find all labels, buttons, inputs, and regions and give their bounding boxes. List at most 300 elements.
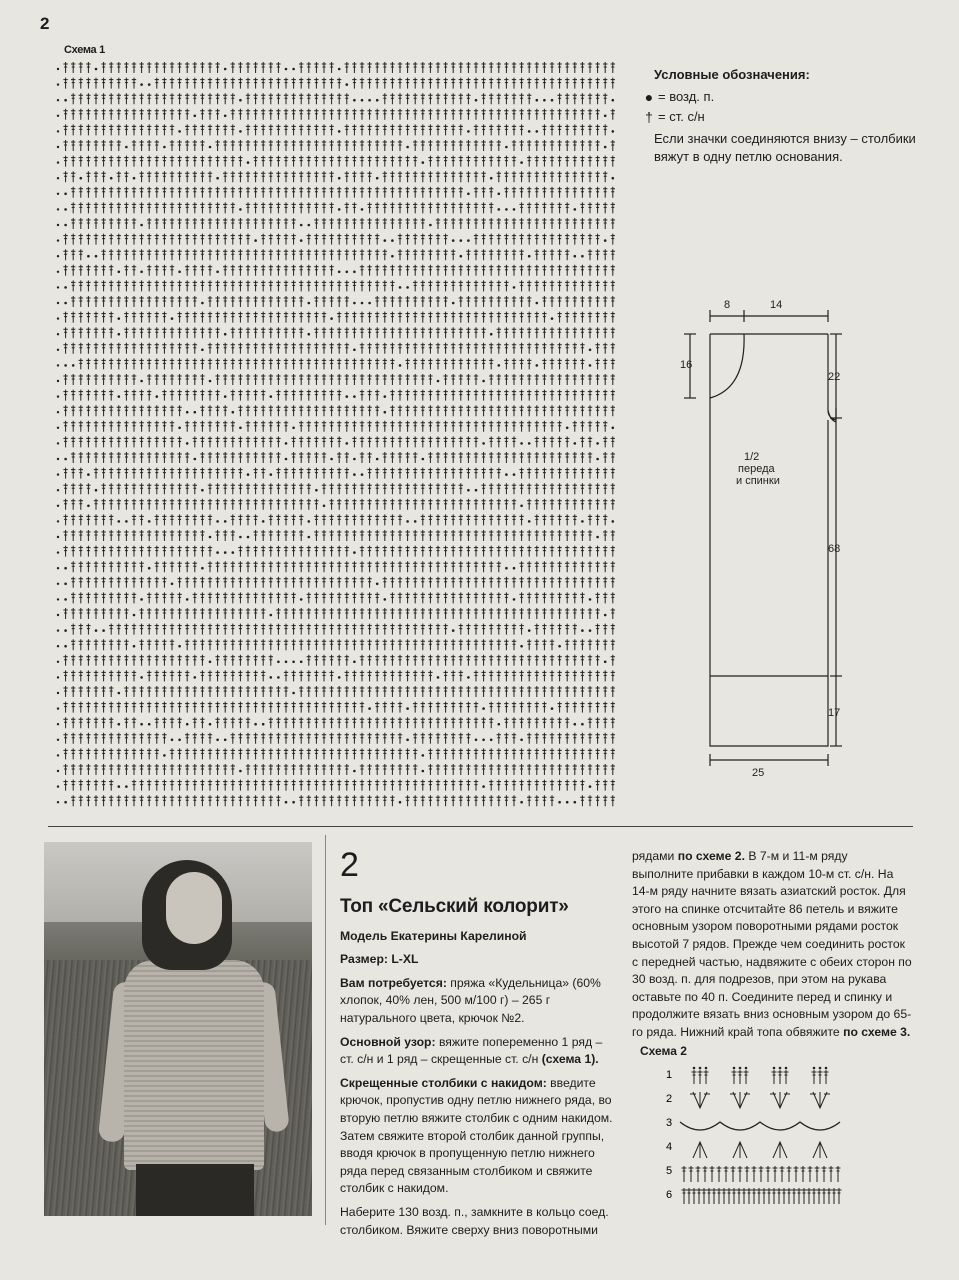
double-crochet-mark — [550, 62, 554, 73]
double-crochet-mark — [573, 62, 577, 73]
double-crochet-mark — [337, 577, 341, 588]
double-crochet-mark — [542, 358, 546, 369]
double-crochet-mark — [299, 530, 303, 541]
double-crochet-mark — [345, 499, 349, 510]
double-crochet-mark — [208, 483, 212, 494]
double-crochet-mark — [519, 483, 523, 494]
double-crochet-mark — [299, 764, 303, 775]
double-crochet-mark — [603, 374, 607, 385]
double-crochet-mark — [94, 171, 98, 182]
double-crochet-mark — [124, 764, 128, 775]
chain-stitch-mark — [475, 489, 478, 492]
double-crochet-mark — [261, 483, 265, 494]
double-crochet-mark — [314, 171, 318, 182]
double-crochet-mark — [466, 639, 470, 650]
chain-stitch-mark — [133, 645, 136, 648]
double-crochet-mark — [299, 327, 303, 338]
chain-stitch-mark — [384, 239, 387, 242]
double-crochet-mark — [117, 296, 121, 307]
double-crochet-mark — [565, 405, 569, 416]
double-crochet-mark — [177, 592, 181, 603]
double-crochet-mark — [588, 546, 592, 557]
double-crochet-mark — [519, 764, 523, 775]
double-crochet-mark — [588, 483, 592, 494]
double-crochet-mark — [428, 124, 432, 135]
double-crochet-mark — [504, 530, 508, 541]
double-crochet-mark — [497, 702, 501, 713]
double-crochet-mark — [177, 358, 181, 369]
double-crochet-mark — [436, 124, 440, 135]
double-crochet-mark — [550, 733, 554, 744]
chain-stitch-mark — [452, 239, 455, 242]
double-crochet-mark — [428, 249, 432, 260]
chain-stitch-mark — [422, 770, 425, 773]
article-number: 2 — [340, 846, 359, 884]
double-crochet-mark — [162, 109, 166, 120]
double-crochet-mark — [459, 343, 463, 354]
double-crochet-mark — [497, 608, 501, 619]
double-crochet-mark — [223, 343, 227, 354]
double-crochet-mark — [466, 624, 470, 635]
double-crochet-mark — [375, 265, 379, 276]
double-crochet-mark — [557, 171, 561, 182]
double-crochet-mark — [519, 171, 523, 182]
double-crochet-mark — [231, 140, 235, 151]
double-crochet-mark — [512, 249, 516, 260]
double-crochet-mark — [801, 1166, 806, 1182]
double-crochet-mark — [124, 686, 128, 697]
double-crochet-mark — [443, 780, 447, 791]
double-crochet-mark — [185, 390, 189, 401]
double-crochet-mark — [360, 452, 364, 463]
chain-stitch-mark — [64, 567, 67, 570]
double-crochet-mark — [132, 686, 136, 697]
double-crochet-mark — [421, 62, 425, 73]
double-crochet-mark — [185, 795, 189, 806]
chain-stitch-mark — [779, 1067, 782, 1070]
double-crochet-mark — [580, 140, 584, 151]
chain-stitch-mark — [520, 739, 523, 742]
double-crochet-mark — [307, 93, 311, 104]
double-crochet-mark — [360, 156, 364, 167]
double-crochet-mark — [193, 218, 197, 229]
double-crochet-mark — [147, 249, 151, 260]
pattern-outline — [710, 334, 836, 746]
double-crochet-mark — [238, 109, 242, 120]
double-crochet-mark — [383, 577, 387, 588]
double-crochet-mark — [269, 234, 273, 245]
double-crochet-mark — [390, 733, 394, 744]
double-crochet-mark — [421, 296, 425, 307]
chain-stitch-mark — [353, 99, 356, 102]
double-crochet-mark — [466, 312, 470, 323]
double-crochet-mark — [124, 483, 128, 494]
double-crochet-mark — [208, 748, 212, 759]
double-crochet-mark — [155, 62, 159, 73]
double-crochet-mark — [527, 639, 531, 650]
double-crochet-mark — [132, 514, 136, 525]
double-crochet-mark — [269, 795, 273, 806]
double-crochet-mark — [557, 530, 561, 541]
double-crochet-mark — [86, 530, 90, 541]
double-crochet-mark — [147, 702, 151, 713]
double-crochet-mark — [682, 1166, 687, 1182]
crossed-stitch-text: введите крючок, пропустив одну петлю нижнего ряда, во вторую петлю вяжите столбик с одним накидом. Затем свяжите второй столбик данной группы, вводя крючок в пропущенную петлю нижнего ряда перед связанным столбиком и свяжите столбик с накидом. — [340, 1075, 613, 1196]
chain-stitch-mark — [338, 68, 341, 71]
double-crochet-mark — [603, 343, 607, 354]
double-crochet-mark — [822, 1166, 827, 1182]
double-crochet-mark — [329, 249, 333, 260]
chain-stitch-mark — [536, 364, 539, 367]
double-crochet-mark — [738, 1166, 743, 1182]
chain-stitch-mark — [270, 473, 273, 476]
double-crochet-mark — [261, 655, 265, 666]
double-crochet-mark — [436, 748, 440, 759]
double-crochet-mark — [223, 78, 227, 89]
double-crochet-mark — [291, 764, 295, 775]
double-crochet-mark — [71, 171, 75, 182]
double-crochet-mark — [557, 249, 561, 260]
double-crochet-mark — [155, 655, 159, 666]
double-crochet-mark — [86, 265, 90, 276]
double-crochet-mark — [170, 265, 174, 276]
double-crochet-mark — [542, 296, 546, 307]
double-crochet-mark — [177, 343, 181, 354]
double-crochet-mark — [611, 702, 615, 713]
double-crochet-mark — [246, 514, 250, 525]
double-crochet-mark — [573, 655, 577, 666]
double-crochet-mark — [752, 1188, 757, 1204]
double-crochet-mark — [466, 499, 470, 510]
double-crochet-mark — [489, 358, 493, 369]
double-crochet-mark — [238, 265, 242, 276]
double-crochet-mark — [573, 702, 577, 713]
double-crochet-mark — [345, 202, 349, 213]
double-crochet-mark — [291, 218, 295, 229]
double-crochet-mark — [208, 312, 212, 323]
double-crochet-mark — [193, 358, 197, 369]
chain-stitch-mark — [551, 99, 554, 102]
double-crochet-mark — [291, 483, 295, 494]
double-crochet-mark — [94, 218, 98, 229]
double-crochet-mark — [451, 109, 455, 120]
double-crochet-mark — [580, 390, 584, 401]
scheme1-row — [57, 686, 615, 697]
double-crochet-mark — [436, 795, 440, 806]
double-crochet-mark — [269, 374, 273, 385]
double-crochet-mark — [542, 202, 546, 213]
scheme2-row-number: 1 — [666, 1069, 673, 1081]
double-crochet-mark — [86, 514, 90, 525]
double-crochet-mark — [345, 795, 349, 806]
double-crochet-mark — [451, 280, 455, 291]
double-crochet-mark — [375, 499, 379, 510]
double-crochet-mark — [170, 390, 174, 401]
double-crochet-mark — [535, 655, 539, 666]
double-crochet-mark — [812, 1070, 817, 1084]
double-crochet-mark — [405, 109, 409, 120]
double-crochet-mark — [109, 280, 113, 291]
double-crochet-mark — [314, 795, 318, 806]
double-crochet-mark — [109, 296, 113, 307]
double-crochet-mark — [291, 156, 295, 167]
double-crochet-mark — [124, 93, 128, 104]
double-crochet-mark — [246, 764, 250, 775]
double-crochet-mark — [595, 499, 599, 510]
double-crochet-mark — [215, 702, 219, 713]
double-crochet-mark — [322, 639, 326, 650]
double-crochet-mark — [329, 436, 333, 447]
double-crochet-mark — [367, 468, 371, 479]
double-crochet-mark — [63, 421, 67, 432]
double-crochet-mark — [132, 249, 136, 260]
double-crochet-mark — [737, 1188, 742, 1204]
double-crochet-mark — [466, 280, 470, 291]
double-crochet-mark — [405, 748, 409, 759]
double-crochet-mark — [717, 1166, 722, 1182]
double-crochet-mark — [314, 62, 318, 73]
double-crochet-mark — [443, 187, 447, 198]
double-crochet-mark — [352, 624, 356, 635]
double-crochet-mark — [557, 218, 561, 229]
double-crochet-mark — [71, 62, 75, 73]
double-crochet-mark — [307, 171, 311, 182]
double-crochet-mark — [390, 624, 394, 635]
double-crochet-mark — [832, 1188, 837, 1204]
double-crochet-mark — [94, 405, 98, 416]
double-crochet-mark — [86, 592, 90, 603]
double-crochet-mark — [307, 187, 311, 198]
double-crochet-mark — [398, 140, 402, 151]
double-crochet-mark — [375, 468, 379, 479]
double-crochet-mark — [413, 405, 417, 416]
pattern-label-back: и спинки — [736, 475, 780, 487]
double-crochet-mark — [223, 483, 227, 494]
double-crochet-mark — [200, 670, 204, 681]
double-crochet-mark — [573, 312, 577, 323]
double-crochet-mark — [132, 93, 136, 104]
chain-stitch-mark — [194, 458, 197, 461]
double-crochet-mark — [413, 717, 417, 728]
double-crochet-mark — [246, 93, 250, 104]
double-crochet-mark — [337, 733, 341, 744]
double-crochet-mark — [314, 249, 318, 260]
double-crochet-mark — [390, 561, 394, 572]
double-crochet-mark — [527, 670, 531, 681]
double-crochet-mark — [443, 202, 447, 213]
double-crochet-mark — [550, 358, 554, 369]
double-crochet-mark — [147, 234, 151, 245]
double-crochet-mark — [557, 156, 561, 167]
chain-stitch-mark — [460, 255, 463, 258]
double-crochet-mark — [390, 109, 394, 120]
double-crochet-mark — [314, 748, 318, 759]
double-crochet-mark — [398, 733, 402, 744]
double-crochet-mark — [193, 312, 197, 323]
double-crochet-mark — [405, 780, 409, 791]
double-crochet-mark — [223, 202, 227, 213]
double-crochet-mark — [580, 468, 584, 479]
double-crochet-mark — [489, 468, 493, 479]
double-crochet-mark — [588, 249, 592, 260]
double-crochet-mark — [109, 124, 113, 135]
double-crochet-mark — [497, 436, 501, 447]
double-crochet-mark — [329, 670, 333, 681]
double-crochet-mark — [193, 748, 197, 759]
double-crochet-mark — [177, 218, 181, 229]
double-crochet-mark — [208, 702, 212, 713]
double-crochet-mark — [63, 343, 67, 354]
double-crochet-mark — [155, 374, 159, 385]
double-crochet-mark — [519, 670, 523, 681]
double-crochet-mark — [436, 78, 440, 89]
double-crochet-mark — [208, 202, 212, 213]
double-crochet-mark — [177, 234, 181, 245]
double-crochet-mark — [497, 655, 501, 666]
double-crochet-mark — [352, 171, 356, 182]
pattern-neck-curve — [710, 334, 744, 398]
double-crochet-mark — [550, 124, 554, 135]
double-crochet-mark — [155, 140, 159, 151]
double-crochet-mark — [238, 218, 242, 229]
chain-stitch-icon: ● — [644, 89, 654, 105]
double-crochet-mark — [101, 514, 105, 525]
double-crochet-mark — [337, 764, 341, 775]
double-crochet-mark — [231, 624, 235, 635]
double-crochet-mark — [345, 234, 349, 245]
double-crochet-mark — [489, 561, 493, 572]
double-crochet-mark — [519, 109, 523, 120]
double-crochet-mark — [375, 748, 379, 759]
double-crochet-mark — [109, 140, 113, 151]
double-crochet-mark — [603, 390, 607, 401]
double-crochet-mark — [71, 686, 75, 697]
double-crochet-mark — [405, 483, 409, 494]
double-crochet-mark — [512, 312, 516, 323]
double-crochet-mark — [109, 436, 113, 447]
double-crochet-mark — [504, 624, 508, 635]
double-crochet-mark — [170, 202, 174, 213]
chain-stitch-mark — [239, 427, 242, 430]
double-crochet-mark — [436, 405, 440, 416]
double-crochet-mark — [481, 686, 485, 697]
double-crochet-mark — [603, 780, 607, 791]
double-crochet-mark — [383, 764, 387, 775]
double-crochet-mark — [360, 187, 364, 198]
double-crochet-mark — [101, 780, 105, 791]
double-crochet-mark — [101, 764, 105, 775]
double-crochet-mark — [383, 608, 387, 619]
double-crochet-mark — [238, 780, 242, 791]
scheme2-chart — [660, 1062, 860, 1222]
double-crochet-mark — [193, 343, 197, 354]
double-crochet-mark — [314, 764, 318, 775]
chain-stitch-mark — [612, 99, 615, 102]
chain-stitch-mark — [574, 723, 577, 726]
double-crochet-mark — [322, 795, 326, 806]
double-crochet-mark — [261, 249, 265, 260]
double-crochet-mark — [550, 483, 554, 494]
double-crochet-mark — [588, 390, 592, 401]
double-crochet-mark — [208, 764, 212, 775]
double-crochet-mark — [742, 1188, 747, 1204]
double-crochet-mark — [535, 280, 539, 291]
double-crochet-mark — [535, 405, 539, 416]
double-crochet-mark — [139, 171, 143, 182]
double-crochet-mark — [246, 592, 250, 603]
double-crochet-mark — [459, 795, 463, 806]
double-crochet-mark — [162, 764, 166, 775]
double-crochet-mark — [200, 109, 204, 120]
double-crochet-mark — [474, 655, 478, 666]
double-crochet-mark — [451, 764, 455, 775]
double-crochet-mark — [208, 624, 212, 635]
double-crochet-mark — [170, 702, 174, 713]
double-crochet-mark — [413, 702, 417, 713]
double-crochet-mark — [383, 717, 387, 728]
double-crochet-mark — [542, 468, 546, 479]
double-crochet-mark — [611, 483, 615, 494]
double-crochet-mark — [580, 296, 584, 307]
double-crochet-mark — [497, 109, 501, 120]
chain-stitch-mark — [604, 661, 607, 664]
double-crochet-mark — [101, 187, 105, 198]
double-crochet-mark — [703, 1166, 708, 1182]
double-crochet-mark — [595, 483, 599, 494]
double-crochet-mark — [322, 514, 326, 525]
double-crochet-mark — [367, 717, 371, 728]
double-crochet-mark — [428, 577, 432, 588]
double-crochet-mark — [535, 312, 539, 323]
double-crochet-mark — [139, 405, 143, 416]
double-crochet-mark — [603, 499, 607, 510]
double-crochet-mark — [329, 109, 333, 120]
double-crochet-mark — [375, 405, 379, 416]
double-crochet-mark — [580, 748, 584, 759]
double-crochet-mark — [383, 514, 387, 525]
double-crochet-mark — [390, 187, 394, 198]
double-crochet-mark — [542, 109, 546, 120]
double-crochet-mark — [443, 124, 447, 135]
double-crochet-mark — [595, 733, 599, 744]
double-crochet-mark — [497, 764, 501, 775]
double-crochet-mark — [557, 78, 561, 89]
double-crochet-mark — [253, 530, 257, 541]
double-crochet-mark — [215, 343, 219, 354]
scheme1-row — [57, 468, 615, 479]
double-crochet-mark — [322, 140, 326, 151]
double-crochet-mark — [79, 140, 83, 151]
double-crochet-mark — [428, 733, 432, 744]
chain-stitch-mark — [148, 520, 151, 523]
double-crochet-mark — [299, 468, 303, 479]
double-crochet-mark — [276, 296, 280, 307]
double-crochet-mark — [71, 468, 75, 479]
chain-stitch-mark — [57, 271, 59, 273]
double-crochet-mark — [451, 577, 455, 588]
double-crochet-mark — [481, 670, 485, 681]
double-crochet-mark — [595, 156, 599, 167]
double-crochet-mark — [291, 561, 295, 572]
chain-stitch-mark — [353, 302, 356, 305]
double-crochet-mark — [527, 156, 531, 167]
double-crochet-mark — [132, 140, 136, 151]
double-crochet-mark — [595, 187, 599, 198]
double-crochet-mark — [79, 62, 83, 73]
double-crochet-mark — [238, 483, 242, 494]
double-crochet-mark — [238, 499, 242, 510]
double-crochet-mark — [489, 249, 493, 260]
